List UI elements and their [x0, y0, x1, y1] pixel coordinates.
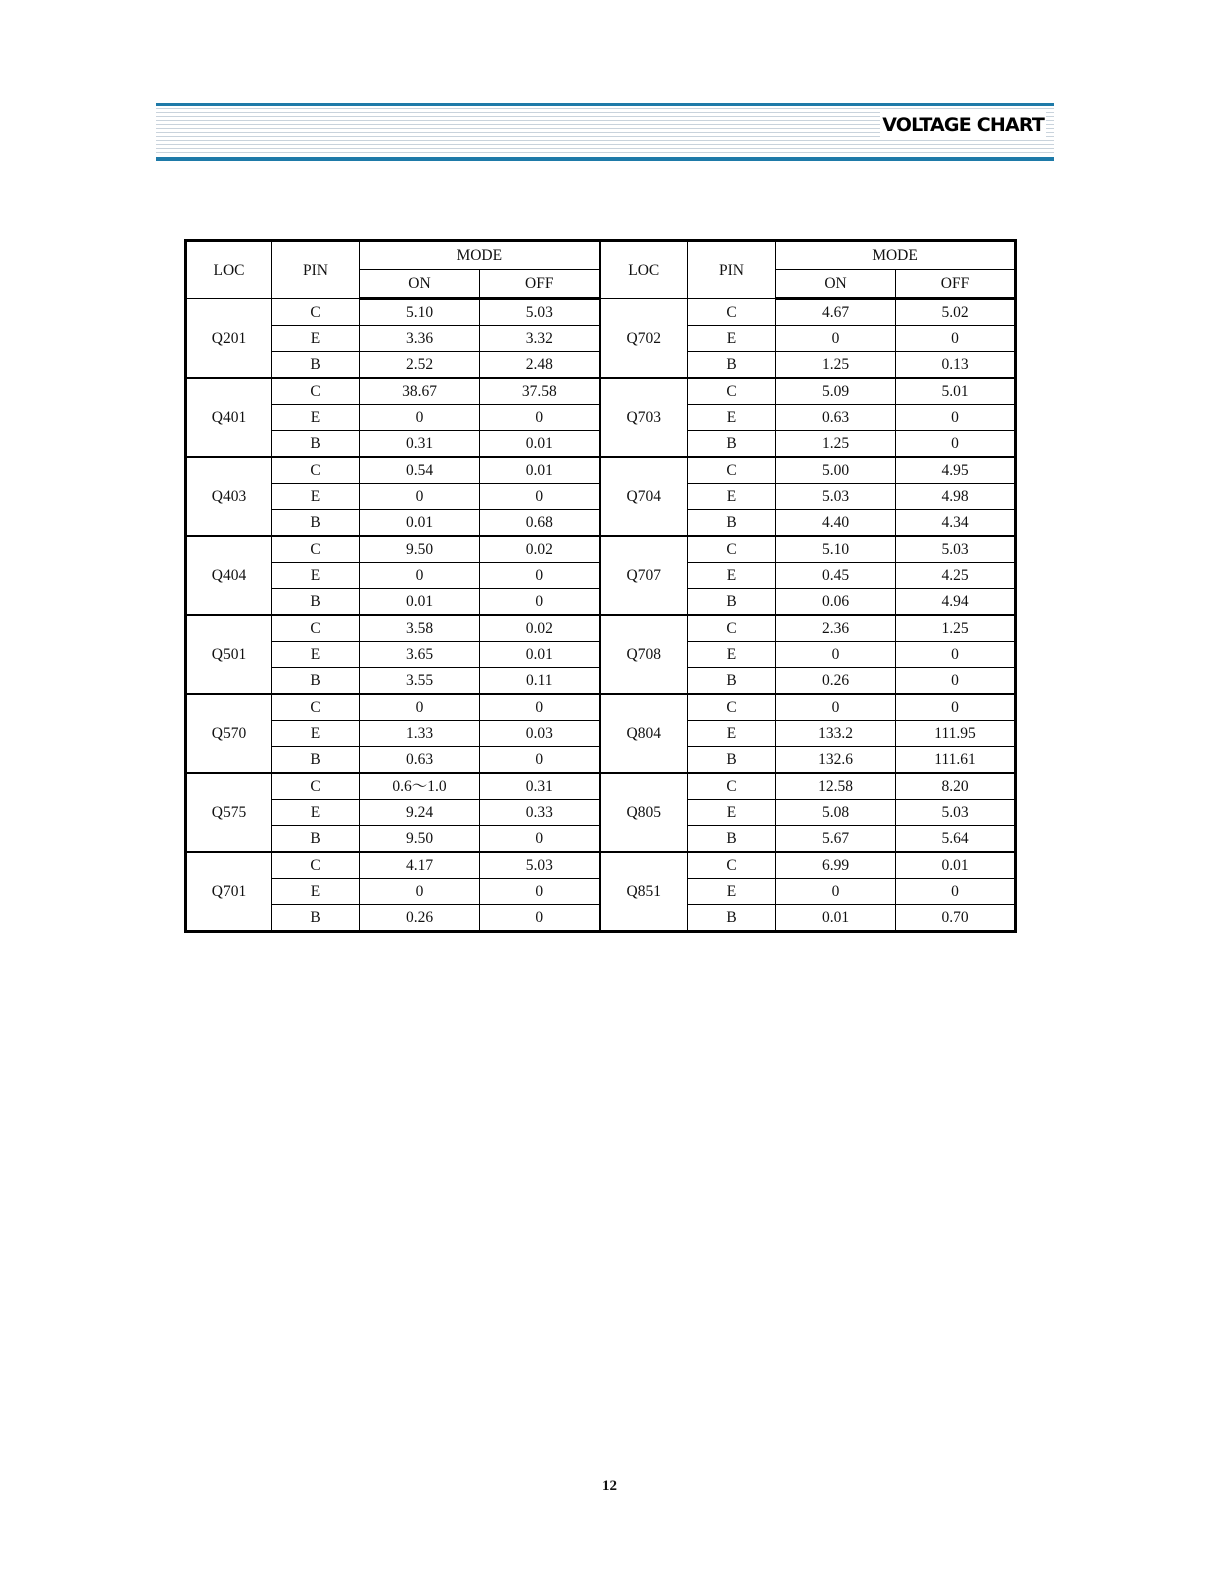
on-value-cell: 0.63 — [776, 405, 896, 431]
pin-cell: B — [688, 431, 776, 458]
header-pin-left: PIN — [272, 241, 360, 299]
off-value-cell: 0.33 — [480, 800, 600, 826]
on-value-cell: 0 — [360, 563, 480, 589]
on-value-cell: 0.45 — [776, 563, 896, 589]
pin-cell: E — [688, 800, 776, 826]
off-value-cell: 5.02 — [896, 299, 1016, 326]
pin-cell: B — [688, 352, 776, 379]
on-value-cell: 5.00 — [776, 457, 896, 484]
table-row — [186, 694, 1016, 721]
off-value-cell: 0.02 — [480, 536, 600, 563]
pin-cell: E — [688, 563, 776, 589]
pin-cell: C — [272, 773, 360, 800]
on-value-cell: 2.36 — [776, 615, 896, 642]
pin-cell: C — [688, 299, 776, 326]
on-value-cell: 132.6 — [776, 747, 896, 774]
loc-cell: Q805 — [600, 773, 688, 852]
on-value-cell: 5.08 — [776, 800, 896, 826]
on-value-cell: 4.67 — [776, 299, 896, 326]
pin-cell: C — [688, 694, 776, 721]
pin-cell: C — [272, 536, 360, 563]
off-value-cell: 0 — [896, 326, 1016, 352]
off-value-cell: 0.01 — [480, 457, 600, 484]
loc-cell: Q570 — [186, 694, 272, 773]
off-value-cell: 0.70 — [896, 905, 1016, 932]
off-value-cell: 0 — [480, 484, 600, 510]
on-value-cell: 2.52 — [360, 352, 480, 379]
pin-cell: C — [272, 694, 360, 721]
table-row — [186, 536, 1016, 563]
on-value-cell: 0.26 — [360, 905, 480, 932]
table-row — [186, 457, 1016, 484]
off-value-cell: 0.31 — [480, 773, 600, 800]
pin-cell: C — [688, 378, 776, 405]
table-row — [186, 299, 1016, 326]
off-value-cell: 0.68 — [480, 510, 600, 537]
voltage-table — [184, 239, 1017, 933]
off-value-cell: 0.13 — [896, 352, 1016, 379]
header-mode-left: MODE — [360, 241, 600, 270]
on-value-cell: 0 — [360, 484, 480, 510]
off-value-cell: 4.25 — [896, 563, 1016, 589]
off-value-cell: 0.01 — [896, 852, 1016, 879]
loc-cell: Q201 — [186, 299, 272, 379]
loc-cell: Q401 — [186, 378, 272, 457]
pin-cell: B — [688, 668, 776, 695]
pin-cell: C — [272, 378, 360, 405]
on-value-cell: 0 — [776, 879, 896, 905]
on-value-cell: 133.2 — [776, 721, 896, 747]
off-value-cell: 4.34 — [896, 510, 1016, 537]
on-value-cell: 5.09 — [776, 378, 896, 405]
pin-cell: B — [272, 510, 360, 537]
on-value-cell: 12.58 — [776, 773, 896, 800]
on-value-cell: 0.31 — [360, 431, 480, 458]
off-value-cell: 5.03 — [480, 299, 600, 326]
off-value-cell: 0 — [480, 747, 600, 774]
on-value-cell: 0.01 — [360, 589, 480, 616]
on-value-cell: 0.01 — [360, 510, 480, 537]
on-value-cell: 0.01 — [776, 905, 896, 932]
loc-cell: Q701 — [186, 852, 272, 932]
table-row — [186, 615, 1016, 642]
off-value-cell: 5.01 — [896, 378, 1016, 405]
off-value-cell: 111.61 — [896, 747, 1016, 774]
off-value-cell: 0 — [480, 905, 600, 932]
pin-cell: B — [688, 826, 776, 853]
off-value-cell: 0.02 — [480, 615, 600, 642]
on-value-cell: 5.03 — [776, 484, 896, 510]
on-value-cell: 0 — [776, 326, 896, 352]
loc-cell: Q403 — [186, 457, 272, 536]
pin-cell: C — [272, 852, 360, 879]
on-value-cell: 0 — [776, 642, 896, 668]
pin-cell: E — [272, 642, 360, 668]
loc-cell: Q708 — [600, 615, 688, 694]
pin-cell: B — [688, 905, 776, 932]
on-value-cell: 6.99 — [776, 852, 896, 879]
header-mode-right: MODE — [776, 241, 1016, 270]
pin-cell: E — [272, 484, 360, 510]
off-value-cell: 4.98 — [896, 484, 1016, 510]
on-value-cell: 0.06 — [776, 589, 896, 616]
on-value-cell: 0 — [360, 879, 480, 905]
off-value-cell: 5.03 — [896, 536, 1016, 563]
pin-cell: C — [688, 457, 776, 484]
loc-cell: Q804 — [600, 694, 688, 773]
pin-cell: C — [272, 615, 360, 642]
on-value-cell: 4.40 — [776, 510, 896, 537]
pin-cell: E — [688, 879, 776, 905]
header-on-right: ON — [776, 270, 896, 299]
on-value-cell: 3.65 — [360, 642, 480, 668]
pin-cell: E — [688, 326, 776, 352]
pin-cell: B — [272, 431, 360, 458]
pin-cell: E — [272, 405, 360, 431]
on-value-cell: 9.24 — [360, 800, 480, 826]
pin-cell: B — [272, 668, 360, 695]
loc-cell: Q703 — [600, 378, 688, 457]
off-value-cell: 0 — [480, 879, 600, 905]
loc-cell: Q704 — [600, 457, 688, 536]
pin-cell: B — [688, 510, 776, 537]
on-value-cell: 1.33 — [360, 721, 480, 747]
loc-cell: Q702 — [600, 299, 688, 379]
off-value-cell: 111.95 — [896, 721, 1016, 747]
on-value-cell: 1.25 — [776, 431, 896, 458]
pin-cell: B — [272, 905, 360, 932]
off-value-cell: 0 — [480, 589, 600, 616]
loc-cell: Q707 — [600, 536, 688, 615]
pin-cell: B — [688, 747, 776, 774]
off-value-cell: 37.58 — [480, 378, 600, 405]
pin-cell: B — [272, 352, 360, 379]
pin-cell: B — [688, 589, 776, 616]
off-value-cell: 4.95 — [896, 457, 1016, 484]
off-value-cell: 0.01 — [480, 431, 600, 458]
header-off-right: OFF — [896, 270, 1016, 299]
header-on-left: ON — [360, 270, 480, 299]
off-value-cell: 0.03 — [480, 721, 600, 747]
off-value-cell: 1.25 — [896, 615, 1016, 642]
header-loc-left: LOC — [186, 241, 272, 299]
pin-cell: C — [688, 852, 776, 879]
on-value-cell: 0 — [360, 405, 480, 431]
loc-cell: Q575 — [186, 773, 272, 852]
header-top-rule — [156, 103, 1054, 106]
off-value-cell: 0 — [896, 431, 1016, 458]
off-value-cell: 0.01 — [480, 642, 600, 668]
on-value-cell: 0 — [776, 694, 896, 721]
on-value-cell: 0.54 — [360, 457, 480, 484]
on-value-cell: 3.58 — [360, 615, 480, 642]
off-value-cell: 0.11 — [480, 668, 600, 695]
pin-cell: B — [272, 747, 360, 774]
off-value-cell: 3.32 — [480, 326, 600, 352]
pin-cell: E — [272, 800, 360, 826]
header-loc-right: LOC — [600, 241, 688, 299]
on-value-cell: 0.26 — [776, 668, 896, 695]
table-row — [186, 773, 1016, 800]
page-title: VOLTAGE CHART — [882, 114, 1044, 136]
header-pin-right: PIN — [688, 241, 776, 299]
on-value-cell: 9.50 — [360, 536, 480, 563]
on-value-cell: 3.55 — [360, 668, 480, 695]
on-value-cell: 4.17 — [360, 852, 480, 879]
on-value-cell: 3.36 — [360, 326, 480, 352]
off-value-cell: 4.94 — [896, 589, 1016, 616]
pin-cell: B — [272, 826, 360, 853]
page-number: 12 — [602, 1478, 617, 1494]
table-header — [186, 241, 1016, 299]
off-value-cell: 0 — [896, 642, 1016, 668]
table-body — [186, 299, 1016, 932]
on-value-cell: 1.25 — [776, 352, 896, 379]
off-value-cell: 0 — [896, 405, 1016, 431]
pin-cell: E — [688, 484, 776, 510]
loc-cell: Q501 — [186, 615, 272, 694]
on-value-cell: 5.10 — [776, 536, 896, 563]
table-row — [186, 852, 1016, 879]
off-value-cell: 0 — [480, 826, 600, 853]
pin-cell: E — [272, 721, 360, 747]
table-row — [186, 378, 1016, 405]
off-value-cell: 0 — [480, 694, 600, 721]
off-value-cell: 0 — [896, 879, 1016, 905]
on-value-cell: 5.67 — [776, 826, 896, 853]
on-value-cell: 0.63 — [360, 747, 480, 774]
header-bottom-rule — [156, 157, 1054, 161]
off-value-cell: 2.48 — [480, 352, 600, 379]
on-value-cell: 0.6～1.0 — [360, 773, 480, 800]
off-value-cell: 8.20 — [896, 773, 1016, 800]
off-value-cell: 0 — [896, 694, 1016, 721]
pin-cell: C — [688, 615, 776, 642]
off-value-cell: 5.64 — [896, 826, 1016, 853]
on-value-cell: 5.10 — [360, 299, 480, 326]
header-off-left: OFF — [480, 270, 600, 299]
off-value-cell: 0 — [480, 405, 600, 431]
pin-cell: B — [272, 589, 360, 616]
on-value-cell: 9.50 — [360, 826, 480, 853]
pin-cell: C — [272, 299, 360, 326]
page-header — [156, 103, 1054, 161]
on-value-cell: 38.67 — [360, 378, 480, 405]
pin-cell: C — [688, 536, 776, 563]
pin-cell: E — [272, 563, 360, 589]
off-value-cell: 5.03 — [896, 800, 1016, 826]
off-value-cell: 0 — [896, 668, 1016, 695]
pin-cell: E — [688, 405, 776, 431]
pin-cell: C — [272, 457, 360, 484]
pin-cell: E — [688, 721, 776, 747]
off-value-cell: 0 — [480, 563, 600, 589]
on-value-cell: 0 — [360, 694, 480, 721]
loc-cell: Q404 — [186, 536, 272, 615]
off-value-cell: 5.03 — [480, 852, 600, 879]
pin-cell: E — [688, 642, 776, 668]
pin-cell: C — [688, 773, 776, 800]
loc-cell: Q851 — [600, 852, 688, 932]
pin-cell: E — [272, 879, 360, 905]
pin-cell: E — [272, 326, 360, 352]
